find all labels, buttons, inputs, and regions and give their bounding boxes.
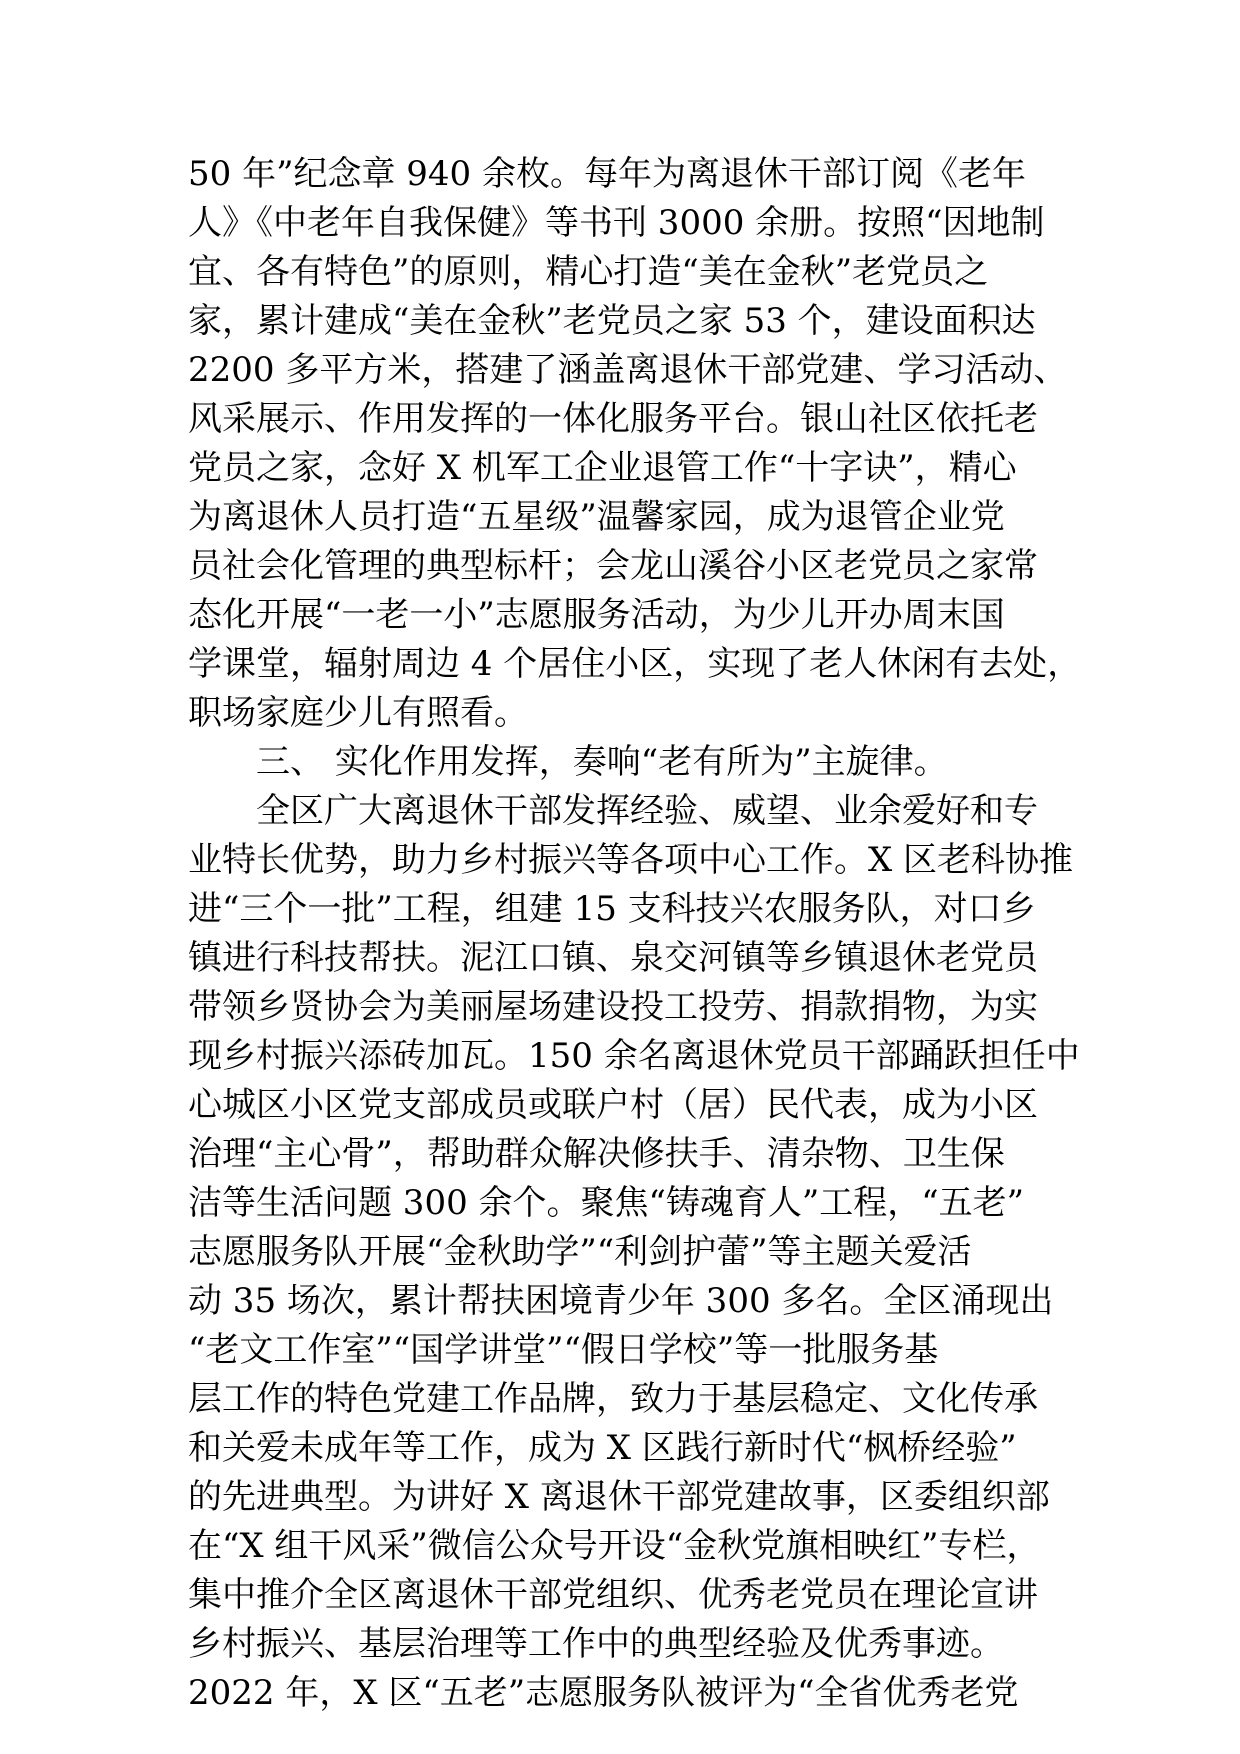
text-line: 业特长优势，助力乡村振兴等各项中心工作。X 区老科协推 [188, 840, 1074, 880]
text-line: 镇进行科技帮扶。泥江口镇、泉交河镇等乡镇退休老党员 [188, 938, 1038, 978]
text-line: 2022 年，X 区“五老”志愿服务队被评为“全省优秀老党 [188, 1673, 1019, 1713]
text-line: 职场家庭少儿有照看。 [188, 693, 528, 733]
text-line: 心城区小区党支部成员或联户村（居）民代表，成为小区 [188, 1085, 1038, 1125]
text-line: 层工作的特色党建工作品牌，致力于基层稳定、文化传承 [188, 1379, 1038, 1419]
text-line: 风采展示、作用发挥的一体化服务平台。银山社区依托老 [188, 399, 1038, 439]
text-line: 在“X 组干风采”微信公众号开设“金秋党旗相映红”专栏， [188, 1526, 1041, 1566]
text-line: 志愿服务队开展“金秋助学”“利剑护蕾”等主题关爱活 [188, 1232, 972, 1272]
document-page [188, 150, 1082, 1718]
text-line: 带领乡贤协会为美丽屋场建设投工投劳、捐款捐物，为实 [188, 987, 1038, 1027]
text-line: 洁等生活问题 300 余个。聚焦“铸魂育人”工程，“五老” [188, 1183, 1025, 1223]
text-line: 人》《中老年自我保健》等书刊 3000 余册。按照“因地制 [188, 203, 1045, 243]
text-line: 员社会化管理的典型标杆；会龙山溪谷小区老党员之家常 [188, 546, 1038, 586]
text-line: 宜、各有特色”的原则，精心打造“美在金秋”老党员之 [188, 252, 989, 292]
paragraph-1 [188, 150, 1082, 738]
text-line: 学课堂，辐射周边 4 个居住小区，实现了老人休闲有去处， [188, 644, 1082, 684]
text-line: 集中推介全区离退休干部党组织、优秀老党员在理论宣讲 [188, 1575, 1038, 1615]
text-line: 家，累计建成“美在金秋”老党员之家 53 个，建设面积达 [188, 301, 1036, 341]
text-line: 态化开展“一老一小”志愿服务活动，为少儿开办周末国 [188, 595, 1005, 635]
text-line: 为离退休人员打造“五星级”温馨家园，成为退管企业党 [188, 497, 1005, 537]
text-line: 现乡村振兴添砖加瓦。150 余名离退休党员干部踊跃担任中 [188, 1036, 1080, 1076]
text-line: “老文工作室”“国学讲堂”“假日学校”等一批服务基 [188, 1330, 939, 1370]
text-line: 50 年”纪念章 940 余枚。每年为离退休干部订阅《老年 [188, 154, 1026, 194]
paragraph-2 [188, 787, 1080, 1718]
text-line: 进“三个一批”工程，组建 15 支科技兴农服务队，对口乡 [188, 889, 1036, 929]
text-line: 乡村振兴、基层治理等工作中的典型经验及优秀事迹。 [188, 1624, 1004, 1664]
text-line: 治理“主心骨”，帮助群众解决修扶手、清杂物、卫生保 [188, 1134, 1005, 1174]
text-line: 动 35 场次，累计帮扶困境青少年 300 多名。全区涌现出 [188, 1281, 1054, 1321]
text-line: 和关爱未成年等工作，成为 X 区践行新时代“枫桥经验” [188, 1428, 1017, 1468]
text-line: 的先进典型。为讲好 X 离退休干部党建故事，区委组织部 [188, 1477, 1050, 1517]
text-line: 党员之家，念好 X 机军工企业退管工作“十字诀”，精心 [188, 448, 1017, 488]
text-line: 全区广大离退休干部发挥经验、威望、业余爱好和专 [256, 791, 1038, 831]
section-heading: 三、 实化作用发挥，奏响“老有所为”主旋律。 [256, 742, 948, 782]
text-line: 2200 多平方米，搭建了涵盖离退休干部党建、学习活动、 [188, 350, 1068, 390]
